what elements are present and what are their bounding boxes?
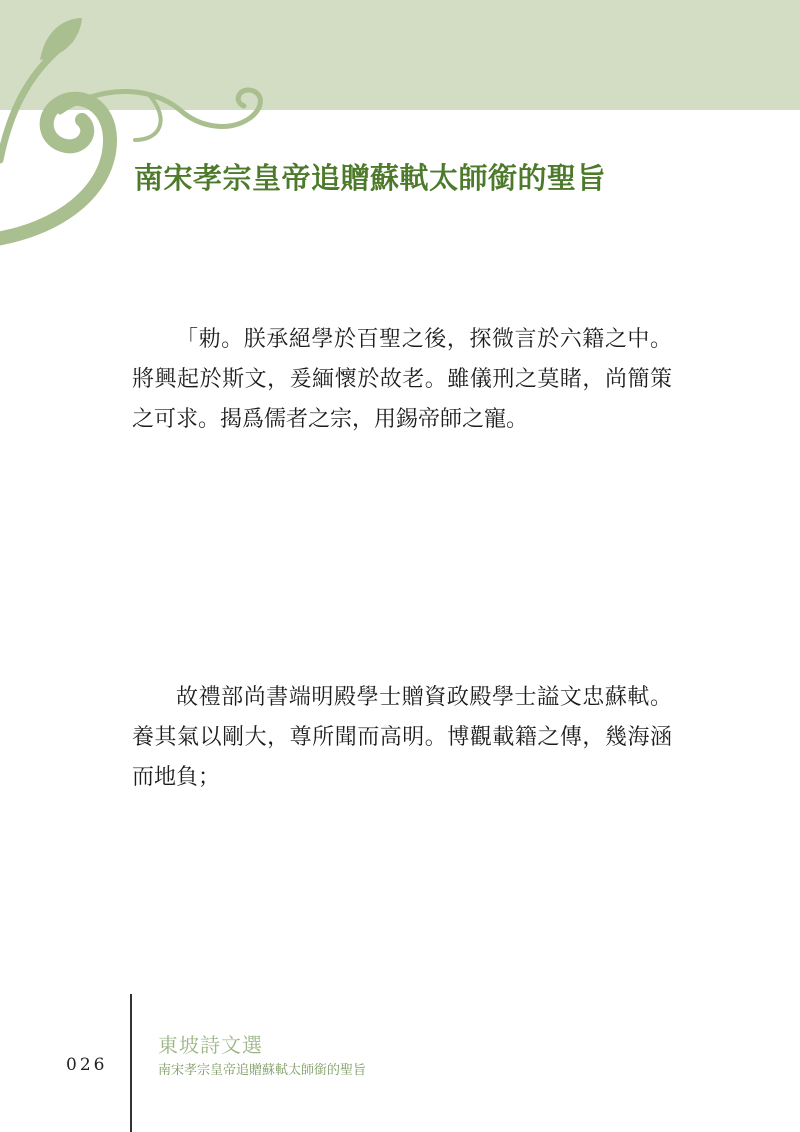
page-number: 026 (66, 1055, 108, 1075)
body-paragraph-1: 「勅。朕承絕學於百聖之後，探微言於六籍之中。將興起於斯文，爰緬懷於故老。雖儀刑之莫睹，尚簡策之可求。揭爲儒者之宗，用錫帝師之寵。 (132, 327, 672, 432)
running-head: 南宋孝宗皇帝追贈蘇軾太師銜的聖旨 (158, 1063, 367, 1078)
page-title: 南宋孝宗皇帝追贈蘇軾太師銜的聖旨 (134, 161, 607, 195)
vine-ornament-icon (0, 0, 320, 260)
book-title: 東坡詩文選 (158, 1033, 263, 1057)
body-paragraph-2: 故禮部尚書端明殿學士贈資政殿學士謚文忠蘇軾。養其氣以剛大，尊所聞而高明。博觀載籍之傳，幾海涵而地負； (132, 685, 672, 790)
footer-divider (130, 994, 132, 1132)
